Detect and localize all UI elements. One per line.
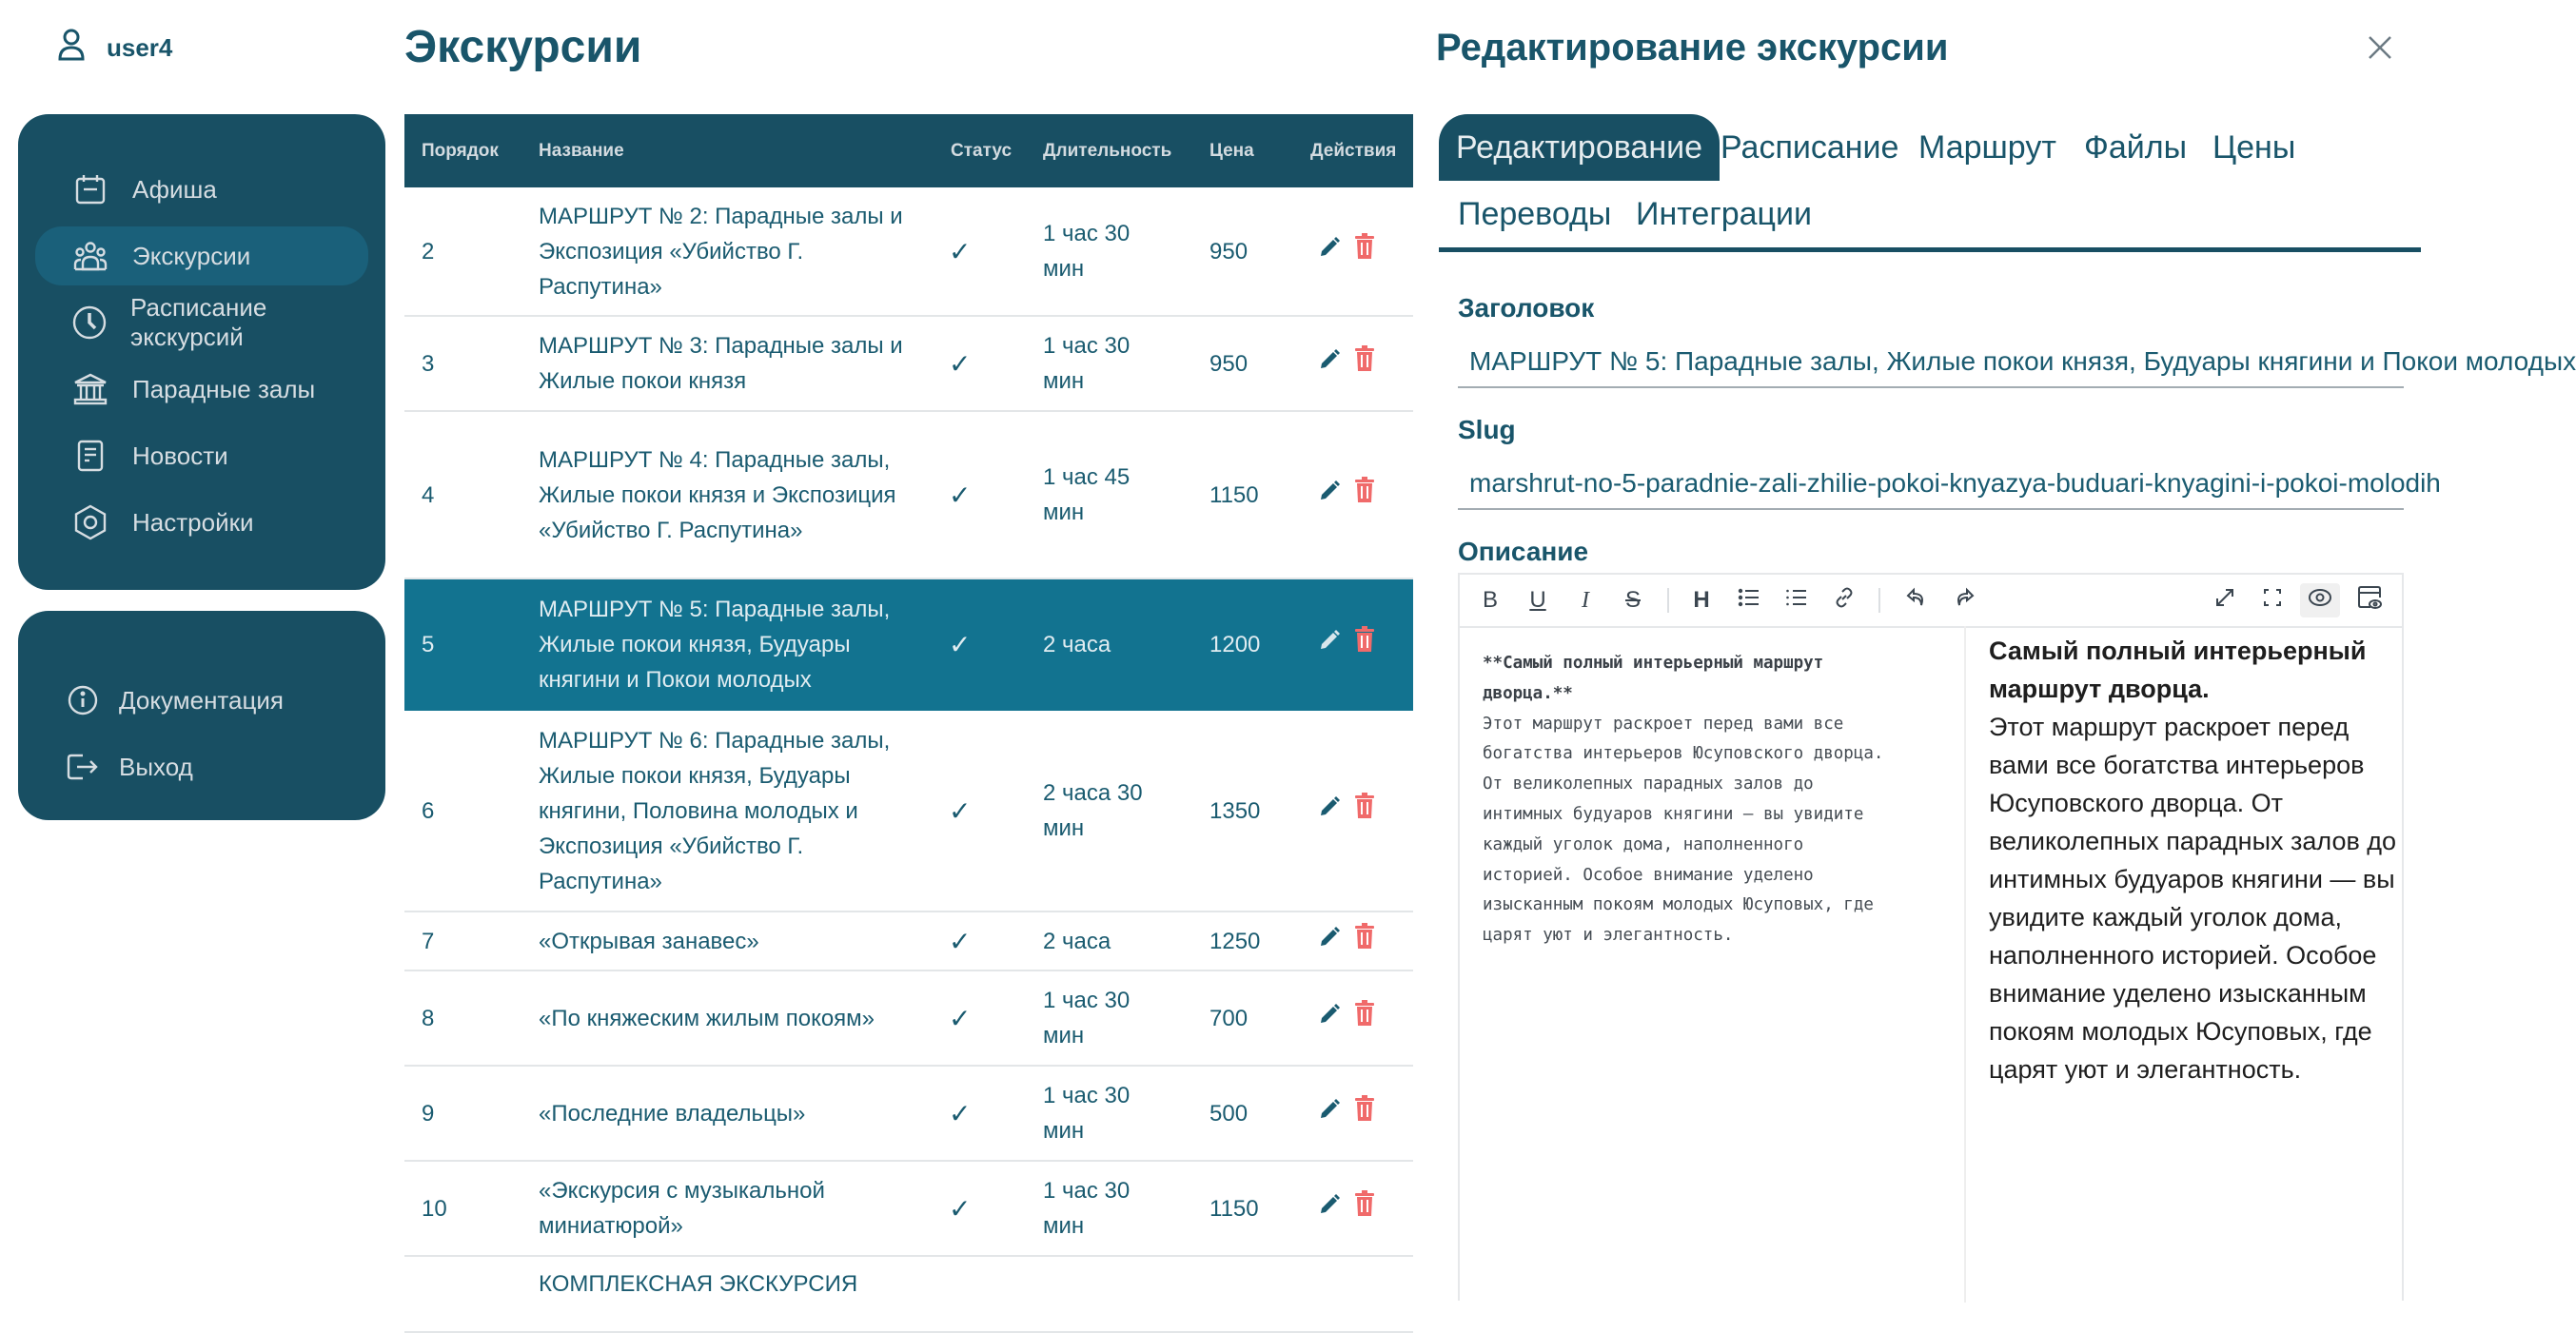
preview-button[interactable] <box>2300 583 2340 617</box>
row-status: ✓ <box>949 926 972 956</box>
heading-button[interactable] <box>1684 583 1719 617</box>
delete-button[interactable] <box>1354 923 1375 960</box>
group-icon <box>71 237 109 275</box>
table-row[interactable] <box>404 1067 1413 1162</box>
row-status: ✓ <box>949 1193 972 1224</box>
row-price: 950 <box>1209 238 1249 265</box>
preview-icon <box>2308 587 2332 614</box>
table-row[interactable] <box>404 912 1413 971</box>
table-row[interactable] <box>404 1257 1413 1333</box>
table-row[interactable] <box>404 711 1413 912</box>
edit-button[interactable] <box>1318 346 1341 382</box>
sidebar-item-label: Парадные залы <box>132 374 316 403</box>
row-price: 1150 <box>1209 481 1259 508</box>
row-status: ✓ <box>949 348 972 379</box>
row-name: КОМПЛЕКСНАЯ ЭКСКУРСИЯ <box>539 1271 858 1297</box>
column-header-duration[interactable]: Длительность <box>1043 141 1172 161</box>
tab-integrations[interactable]: Интеграции <box>1636 196 1812 232</box>
edit-button[interactable] <box>1318 627 1341 662</box>
preview-heading: Самый полный интерьерный маршрут дворца. <box>1989 637 2367 703</box>
pencil-icon <box>1318 1193 1341 1216</box>
excursions-table <box>404 114 1413 1301</box>
document-icon <box>71 437 109 475</box>
trash-icon <box>1354 477 1375 503</box>
row-price: 1350 <box>1209 797 1261 824</box>
row-status: ✓ <box>949 795 972 826</box>
underline-icon: U <box>1529 587 1546 613</box>
toolbar-divider <box>1667 588 1669 613</box>
logout-icon <box>64 748 102 786</box>
row-actions <box>1318 912 1375 970</box>
row-name: МАРШРУТ № 5: Парадные залы, Жилые покои князя, Будуары княгини и Покои молодых <box>539 596 891 693</box>
row-actions <box>1318 971 1375 1065</box>
markdown-source[interactable] <box>1483 649 1901 951</box>
sidebar-nav <box>18 114 385 590</box>
pencil-icon <box>1318 480 1341 502</box>
row-price: 1250 <box>1209 928 1261 954</box>
page-title: Экскурсии <box>404 22 642 72</box>
row-order: 5 <box>422 631 435 657</box>
row-actions <box>1318 187 1375 315</box>
row-order: 10 <box>422 1195 447 1222</box>
delete-button[interactable] <box>1354 477 1375 514</box>
column-header-status[interactable]: Статус <box>951 141 1013 161</box>
row-duration: 1 час 30 мин <box>1043 1083 1131 1144</box>
tab-route[interactable]: Маршрут <box>1918 129 2056 166</box>
close-button[interactable] <box>2366 29 2394 71</box>
markdown-body: Этот маршрут раскроет перед вами все богатства интерьеров Юсуповского дворца. От великолепных парадных залов до интимных будуаров княгини — вы увидите каждый уголок дома, наполненного историей. Особое внимание уделено изысканным покоям молодых Юсуповых, где царят уют и элегантность. <box>1483 714 1894 946</box>
pencil-icon <box>1318 348 1341 371</box>
row-name: МАРШРУТ № 3: Парадные залы и Жилые покои князя <box>539 333 903 394</box>
trash-icon <box>1354 1190 1375 1217</box>
title-input[interactable]: МАРШРУТ № 5: Парадные залы, Жилые покои князя, Будуары княгини и Покои молодых <box>1458 335 2404 388</box>
edit-button[interactable] <box>1318 924 1341 959</box>
sidebar-item-docs[interactable] <box>29 671 363 730</box>
fullscreen-icon <box>2214 587 2235 615</box>
edit-button[interactable] <box>1318 1191 1341 1226</box>
row-actions <box>1318 579 1375 709</box>
clock-icon <box>71 304 108 342</box>
row-order: 7 <box>422 928 435 954</box>
redo-icon <box>1954 587 1975 614</box>
tab-translations[interactable]: Переводы <box>1458 196 1612 232</box>
delete-button[interactable] <box>1354 1000 1375 1037</box>
bullet-list-icon <box>1738 587 1760 614</box>
row-duration: 1 час 30 мин <box>1043 1178 1131 1239</box>
slug-input[interactable]: marshrut-no-5-paradnie-zali-zhilie-pokoi-knyazya-buduari-knyagini-i-pokoi-molodih <box>1458 457 2404 510</box>
link-icon <box>1834 587 1855 615</box>
edit-button[interactable] <box>1318 478 1341 513</box>
row-actions <box>1318 317 1375 410</box>
row-duration: 1 час 30 мин <box>1043 988 1131 1049</box>
markdown-editor <box>1458 573 2404 1301</box>
pencil-icon <box>1318 1003 1341 1026</box>
edit-button[interactable] <box>1318 794 1341 829</box>
preview-body: Этот маршрут раскроет перед вами все богатства интерьеров Юсуповского дворца. От великолепных парадных залов до интимных будуаров княгини — вы увидите каждый уголок дома, наполненного историей. Особое внимание уделено изысканным покоям молодых Юсуповых, где царят уют и элегантность. <box>1989 713 2397 1084</box>
row-price: 1150 <box>1209 1195 1259 1222</box>
trash-icon <box>1354 626 1375 653</box>
table-row[interactable] <box>404 317 1413 412</box>
markdown-heading: **Самый полный интерьерный маршрут дворца.** <box>1483 654 1834 703</box>
bold-button[interactable] <box>1473 583 1507 617</box>
sidebar-item-label: Настройки <box>132 507 254 537</box>
side-preview-icon <box>2357 585 2382 617</box>
table-row[interactable] <box>404 412 1413 579</box>
sidebar-secondary <box>18 611 385 820</box>
description-label: Описание <box>1458 537 1589 566</box>
edit-tabs <box>1439 114 2421 252</box>
row-name: МАРШРУТ № 4: Парадные залы, Жилые покои князя и Экспозиция «Убийство Г. Распутина» <box>539 446 896 543</box>
row-actions <box>1318 1067 1375 1160</box>
delete-button[interactable] <box>1354 626 1375 663</box>
table-body <box>404 187 1413 1333</box>
row-price: 1200 <box>1209 631 1261 657</box>
row-name: «Экскурсия с музыкальной миниатюрой» <box>539 1178 825 1239</box>
column-header-order[interactable]: Порядок <box>422 141 499 161</box>
row-actions <box>1318 1162 1375 1255</box>
row-duration: 1 час 30 мин <box>1043 333 1131 394</box>
markdown-preview <box>1964 626 2411 1303</box>
trash-icon <box>1354 923 1375 950</box>
calendar-icon <box>71 170 109 208</box>
tab-prices[interactable]: Цены <box>2212 129 2296 166</box>
row-duration: 1 час 45 мин <box>1043 464 1131 525</box>
trash-icon <box>1354 233 1375 260</box>
user-icon <box>57 29 86 68</box>
redo-button[interactable] <box>1947 583 1981 617</box>
row-actions <box>1318 711 1375 911</box>
museum-icon <box>71 370 109 408</box>
delete-button[interactable] <box>1354 793 1375 830</box>
sidebar-item-halls[interactable] <box>35 360 368 419</box>
numbered-list-button[interactable] <box>1780 583 1814 617</box>
row-order: 2 <box>422 238 435 265</box>
undo-icon <box>1906 587 1927 614</box>
numbered-list-icon <box>1785 587 1808 614</box>
pencil-icon <box>1318 795 1341 818</box>
sidebar-item-logout[interactable] <box>29 737 363 796</box>
row-duration: 2 часа <box>1043 631 1111 657</box>
editor-toolbar <box>1460 575 2402 628</box>
sidebar-item-label: Расписание экскурсий <box>130 293 267 351</box>
fullscreen-button[interactable] <box>2208 583 2242 617</box>
strikethrough-button[interactable] <box>1616 583 1650 617</box>
row-status: ✓ <box>949 480 972 510</box>
row-duration: 2 часа <box>1043 928 1111 954</box>
slug-label: Slug <box>1458 415 1516 444</box>
row-duration: 2 часа 30 мин <box>1043 780 1143 841</box>
bullet-list-button[interactable] <box>1732 583 1766 617</box>
edit-button[interactable] <box>1318 1001 1341 1036</box>
tab-files[interactable]: Файлы <box>2084 129 2188 166</box>
row-order: 8 <box>422 1005 435 1031</box>
row-status: ✓ <box>949 236 972 266</box>
expand-button[interactable] <box>2255 583 2290 617</box>
row-order: 9 <box>422 1100 435 1127</box>
column-header-name[interactable]: Название <box>539 141 624 161</box>
sidebar-item-label: Экскурсии <box>132 241 251 270</box>
row-order: 4 <box>422 481 435 508</box>
trash-icon <box>1354 793 1375 819</box>
row-name: МАРШРУТ № 6: Парадные залы, Жилые покои князя, Будуары княгини, Половина молодых и Экспозиция «Убийство Г. Распутина» <box>539 727 891 894</box>
row-actions <box>1318 412 1375 578</box>
sidebar-item-news[interactable] <box>35 426 368 485</box>
row-status: ✓ <box>949 629 972 659</box>
italic-button[interactable] <box>1568 583 1603 617</box>
underline-button[interactable] <box>1521 583 1555 617</box>
trash-icon <box>1354 345 1375 372</box>
pencil-icon <box>1318 629 1341 652</box>
row-price: 950 <box>1209 350 1249 377</box>
undo-button[interactable] <box>1899 583 1934 617</box>
column-header-actions: Действия <box>1310 141 1397 161</box>
row-name: МАРШРУТ № 2: Парадные залы и Экспозиция «Убийство Г. Распутина» <box>539 203 903 300</box>
close-icon <box>2366 29 2394 70</box>
row-order: 6 <box>422 797 435 824</box>
bold-icon: B <box>1482 587 1498 613</box>
pencil-icon <box>1318 1098 1341 1121</box>
delete-button[interactable] <box>1354 1190 1375 1227</box>
column-header-price[interactable]: Цена <box>1209 141 1254 161</box>
sidebar-item-label: Новости <box>132 441 228 470</box>
table-row[interactable] <box>404 971 1413 1067</box>
pencil-icon <box>1318 236 1341 259</box>
sidebar-item-excursions[interactable] <box>35 226 368 285</box>
trash-icon <box>1354 1095 1375 1122</box>
settings-icon <box>71 503 109 541</box>
strikethrough-icon: S <box>1624 587 1641 613</box>
sidebar-item-afisha[interactable] <box>35 160 368 219</box>
side-preview-button[interactable] <box>2352 583 2387 617</box>
italic-icon: I <box>1582 587 1589 613</box>
link-button[interactable] <box>1827 583 1861 617</box>
username: user4 <box>107 33 173 62</box>
row-price: 700 <box>1209 1005 1249 1031</box>
row-name: «Открывая занавес» <box>539 928 759 954</box>
edit-button[interactable] <box>1318 1096 1341 1131</box>
sidebar-item-settings[interactable] <box>35 493 368 552</box>
info-icon <box>64 681 102 719</box>
row-status: ✓ <box>949 1098 972 1128</box>
sidebar-item-schedule[interactable] <box>35 293 368 352</box>
delete-button[interactable] <box>1354 1095 1375 1132</box>
edit-panel-title: Редактирование экскурсии <box>1436 27 1949 69</box>
toolbar-divider <box>1878 588 1880 613</box>
table-row[interactable] <box>404 1162 1413 1257</box>
sidebar-item-label: Афиша <box>132 174 217 204</box>
table-row[interactable] <box>404 579 1413 711</box>
title-label: Заголовок <box>1458 293 1595 323</box>
row-price: 500 <box>1209 1100 1249 1127</box>
table-row[interactable] <box>404 187 1413 317</box>
delete-button[interactable] <box>1354 345 1375 382</box>
row-name: «По княжеским жилым покоям» <box>539 1005 875 1031</box>
row-duration <box>1043 1257 1148 1331</box>
table-header <box>404 114 1413 187</box>
row-order: 3 <box>422 350 435 377</box>
row-name: «Последние владельцы» <box>539 1100 806 1127</box>
sidebar-item-label: Документация <box>119 685 284 715</box>
row-duration: 1 час 30 мин <box>1043 221 1131 282</box>
user-profile[interactable] <box>57 29 172 68</box>
pencil-icon <box>1318 926 1341 949</box>
tab-edit[interactable]: Редактирование <box>1439 114 1720 181</box>
row-status: ✓ <box>949 1003 972 1033</box>
edit-button[interactable] <box>1318 234 1341 269</box>
tab-schedule[interactable]: Расписание <box>1721 129 1899 166</box>
trash-icon <box>1354 1000 1375 1027</box>
heading-icon: H <box>1693 587 1710 613</box>
sidebar-item-label: Выход <box>119 752 193 781</box>
expand-icon <box>2262 587 2283 615</box>
delete-button[interactable] <box>1354 233 1375 270</box>
